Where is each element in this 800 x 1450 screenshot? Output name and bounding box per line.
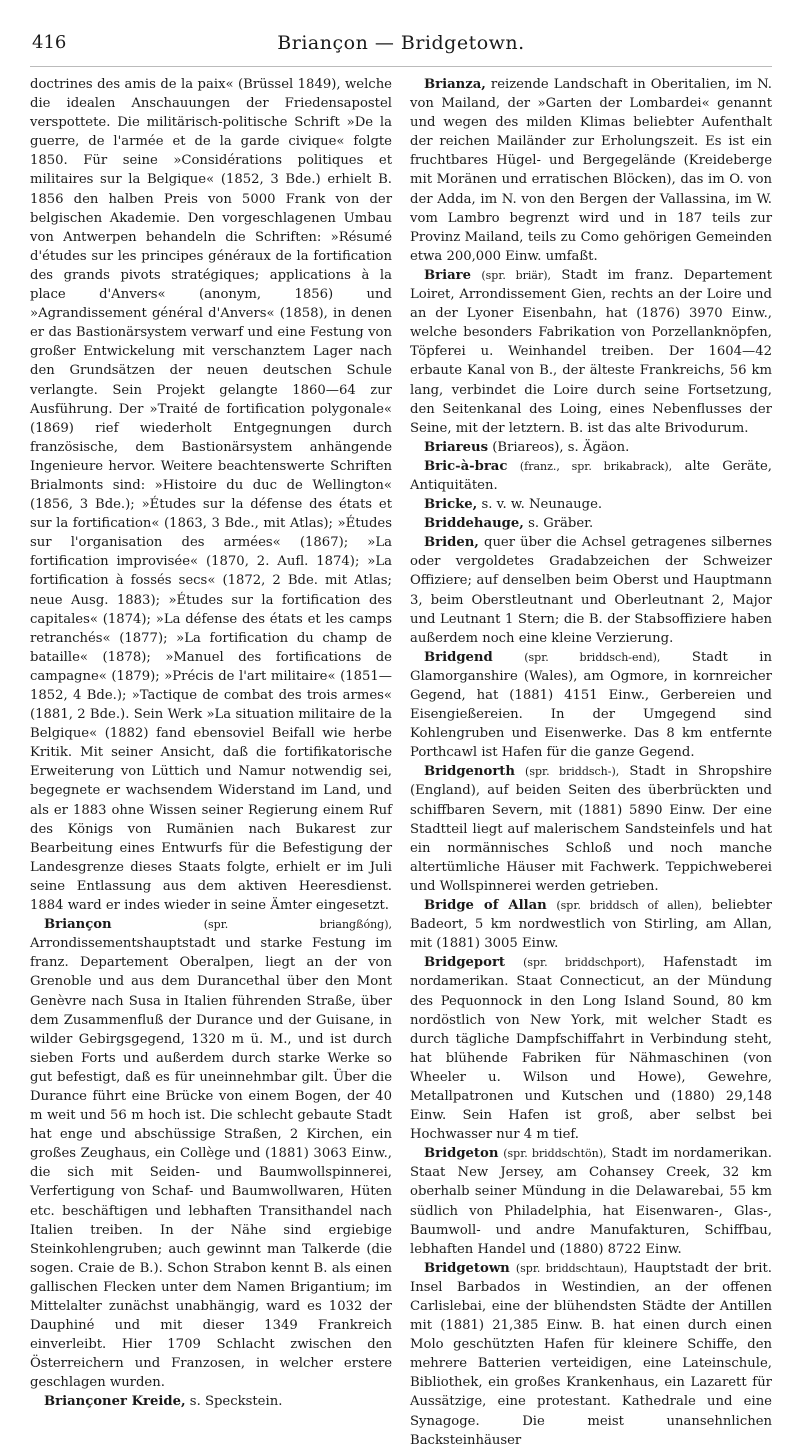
entry-pronunciation: (spr. briddsch of allen), — [556, 899, 703, 913]
entry-headword: Bricke, — [424, 497, 478, 513]
entry-headword: Bric-à-brac — [424, 458, 508, 474]
entry-text: alte Geräte, Antiquitäten. — [410, 458, 773, 493]
entry-text: beliebter Badeort, 5 km nordwestlich von Stirling, am Allan, mit (1881) 3005 Einw. — [410, 898, 772, 952]
entry-text: Stadt im nordamerikan. Staat New Jersey, am Cohansey Creek, 32 km oberhalb seiner Mündung in die Delawarebai, 55 km südlich von Philadelphia, hat Eisenwaren-, Glas-, Baumwoll- und andre Manufakturen, Schiffbau, lebhaften Handel und (1880) 8722 Einw. — [410, 1146, 772, 1257]
entry-headword: Briareus — [424, 439, 488, 455]
running-title: Briançon — Bridgetown. — [277, 32, 525, 54]
dictionary-entry — [410, 514, 772, 533]
entry-headword: Briançon — [44, 917, 112, 933]
entry-headword: Bridgend — [424, 649, 493, 665]
entry-headword: Briden, — [424, 535, 479, 551]
dictionary-entry — [410, 1144, 772, 1259]
dictionary-entry — [410, 438, 772, 457]
dictionary-entry — [410, 953, 772, 1144]
entry-text: quer über die Achsel getragenes silbernes oder vergoldetes Gradabzeichen der Schweizer Offiziere; auf denselben beim Oberst und Hauptmann 3, beim Oberstleutnant und Oberleutnant 2, Major und Leutnant 1 Stern; die B. der Stabsoffiziere haben außerdem noch eine kleine Verzierung. — [410, 535, 772, 646]
entry-headword: Bridgetown — [424, 1260, 510, 1276]
entry-text: Stadt im franz. Departement Loiret, Arrondissement Gien, rechts an der Loire und an der Lyoner Eisenbahn, hat (1876) 3970 Einw., welche besonders Fabrikation von Porzellanknöpfen, Töpferei u. Weinhandel treiben. Der 1604—42 erbaute Kanal von B., der älteste Frankreichs, 56 km lang, verbindet die Loire durch seine Fortsetzung, den Seitenkanal des Loing, eines Nebenflusses der Seine, mit der letztern. B. ist das alte Brivodurum. — [410, 267, 772, 436]
dictionary-entry — [30, 915, 392, 1392]
entry-headword: Briançoner Kreide, — [44, 1394, 186, 1410]
text-columns — [30, 75, 772, 1450]
entry-headword: Briddehauge, — [424, 516, 524, 532]
dictionary-entry — [410, 896, 772, 953]
dictionary-entry — [410, 266, 772, 438]
entry-headword: Brianza, — [424, 77, 486, 92]
page-header — [30, 26, 772, 67]
entry-headword: Bridgeton — [424, 1146, 499, 1162]
entry-pronunciation: (spr. briär), — [481, 268, 551, 282]
entry-pronunciation: (spr. briangßóng), — [203, 918, 392, 932]
entry-text: Hauptstadt der brit. Insel Barbados in Westindien, an der offenen Carlislebai, eine der blühendsten Städte der Antillen mit (1881) 21,385 Einw. B. hat einen durch einen Molo geschützten Hafen für kleinere Schiffe, den mehrere Batterien verteidigen, eine Lateinschule, Bibliothek, ein großes Krankenhaus, ein Lazarett für Aussätzige, eine protestant. Kathedrale und eine Synagoge. Die meist unansehnlichen Backsteinhäuser — [410, 1260, 772, 1448]
dictionary-entry — [410, 648, 772, 763]
entry-text: Stadt in Glamorganshire (Wales), am Ogmore, in kornreicher Gegend, hat (1881) 4151 Einw., Gerbereien und Eisengießereien. In der Umgegend sind Kohlengruben und Eisenwerke. Das 8 km entfernte Porthcawl ist Hafen für die ganze Gegend. — [410, 649, 773, 761]
entry-pronunciation: (franz., spr. brikabrack), — [519, 459, 673, 473]
entry-text: Arrondissementshauptstadt und starke Festung im franz. Departement Oberalpen, liegt an der von Grenoble und aus dem Durancethal über den Mont Genèvre nach Susa in Italien führenden Straße, über dem Zusammenfluß der Durance und der Guisane, in wilder Gebirgsgegend, 1320 m ü. M., und ist durch sieben Forts und außerdem durch starke Werke so gut befestigt, daß es für uneinnehmbar gilt. Über die Durance führt eine Brücke von einem Bogen, der 40 m weit und 56 m hoch ist. Die schlecht gebaute Stadt hat enge und abschüssige Straßen, 2 Kirchen, ein großes Zeughaus, ein Collège und (1881) 3063 Einw., die sich mit Seiden- und Baumwollspinnerei, Verfertigung von Schaf- und Baumwollwaren, Hüten etc. beschäftigen und lebhaften Transithandel nach Italien treiben. In der Nähe sind ergiebige Steinkohlengruben; auch gewinnt man Talkerde (die sogen. Craie de B.). Schon Strabon kennt B. als einen gallischen Flecken unter dem Namen Brigantium; im Mittelalter zunächst unabhängig, ward es 1032 der Dauphiné und mit dieser 1349 Frankreich einverleibt. Hier 1709 Schlacht zwischen den Österreichern und Franzosen, in welcher erstere geschlagen wurden. — [30, 936, 392, 1391]
dictionary-entry — [410, 1259, 772, 1450]
entry-pronunciation: (spr. briddsch-end), — [524, 650, 661, 664]
entry-pronunciation: (spr. briddsch-), — [525, 765, 620, 779]
dictionary-entry — [30, 75, 392, 915]
entry-text: reizende Landschaft in Oberitalien, im N. von Mailand, der »Garten der Lombardei« genannt und wegen des milden Klimas beliebter Aufenthalt der reichen Mailänder zur Erholungszeit. Es ist ein fruchtbares Hügel- und Bergegelände (Kreideberge mit Moränen und erratischen Blöcken), das im O. von der Adda, im N. von den Bergen der Vallassina, im W. vom Lambro begrenzt wird und in 187 teils zur Provinz Mailand, teils zu Como gehörigen Gemeinden etwa 200,000 Einw. umfaßt. — [410, 77, 772, 264]
entry-pronunciation: (spr. briddschport), — [523, 956, 645, 970]
page-number: 416 — [32, 32, 67, 53]
dictionary-entry — [410, 495, 772, 514]
dictionary-entry — [410, 457, 772, 495]
entry-headword: Briare — [424, 267, 471, 283]
right-column — [410, 75, 772, 1450]
dictionary-entry — [30, 1392, 392, 1411]
entry-text: Stadt in Shropshire (England), auf beiden Seiten des überbrückten und schiffbaren Severn, mit (1881) 5890 Einw. Der eine Stadtteil liegt auf malerischem Sandsteinfels und hat ein normännisches Schloß und noch manche altertümliche Häuser mit Fachwerk. Teppichweberei und Wollspinnerei werden getrieben. — [410, 764, 772, 894]
entry-text: s. Speckstein. — [189, 1394, 283, 1410]
entry-text: Hafenstadt im nordamerikan. Staat Connecticut, an der Mündung des Pequonnock in den Long Island Sound, 80 km nordöstlich von New York, mit welcher Stadt es durch tägliche Dampfschiffahrt in Verbindung steht, hat blühende Fabriken für Nähmaschinen (von Wheeler u. Wilson und Howe), Gewehre, Metallpatronen und Kutschen und (1880) 29,148 Einw. Sein Hafen ist groß, aber selbst bei Hochwasser nur 4 m tief. — [410, 955, 772, 1143]
entry-text: s. Gräber. — [528, 516, 594, 532]
entry-pronunciation: (spr. briddschtön), — [503, 1147, 607, 1161]
entry-text: (Briareos), s. Ägäon. — [492, 439, 630, 455]
dictionary-entry — [410, 75, 772, 266]
entry-headword: Bridgenorth — [424, 764, 515, 780]
entry-headword: Bridgeport — [424, 955, 505, 971]
entry-text: doctrines des amis de la paix« (Brüssel 1849), welche die idealen Anschauungen der Friedensapostel verspottete. Die militärisch-politische Schrift »De la guerre, de l'armée et de la garde civique« folgte 1850. Für seine »Considérations politiques et militaires sur la Belgique« (1852, 3 Bde.) erhielt B. 1856 den halben Preis von 5000 Frank von der belgischen Akademie. Den vorgeschlagenen Umbau von Antwerpen behandeln die Schriften: »Résumé d'études sur les principes généraux de la fortification des grands pivots stratégiques; applications à la place d'Anvers« (anonym, 1856) und »Agrandissement général d'Anvers« (1858), in denen er das Bastionärsystem verwarf und eine Festung von großer Entwickelung mit verschanztem Lager nach den Grundsätzen der neuen deutschen Schule verlangte. Sein Projekt gelangte 1860—64 zur Ausführung. Der »Traité de fortification polygonale« (1869) rief wiederholt Entgegnungen durch französische, dem Bastionärsystem anhängende Ingenieure hervor. Weitere beachtenswerte Schriften Brialmonts sind: »Histoire du duc de Wellington« (1856, 3 Bde.); »Études sur la défense des états et sur la fortification« (1863, 3 Bde., mit Atlas); »Études sur l'organisation des armées« (1867); »La fortification improvisée« (1870, 2. Aufl. 1874); »La fortification à fossés secs« (1872, 2 Bde. mit Atlas; neue Ausg. 1883); »Études sur la fortification des capitales« (1874); »La défense des états et les camps retranchés« (1877); »La fortification du champ de bataille« (1878); »Manuel des fortifications de campagne« (1879); »Précis de l'art militaire« (1851—1852, 4 Bde.); »Tactique de combat des trois armes« (1881, 2 Bde.). Sein Werk »La situation militaire de la Belgique« (1882) fand ebensoviel Beifall wie herbe Kritik. Mit seiner Ansicht, daß die fortifikatorische Erweiterung von Lüttich und Namur notwendig sei, begegnete er wachsendem Widerstand im Land, und als er 1883 ohne Wissen seiner Regierung einem Ruf des Königs von Rumänien nach Bukarest zur Bearbeitung eines Entwurfs für die Befestigung der Landesgrenze dieses Staats folgte, erhielt er im Juli seine Entlassung aus dem aktiven Heeresdienst. 1884 ward er indes wieder in seine Ämter eingesetzt. — [30, 77, 392, 914]
dictionary-entry — [410, 533, 772, 648]
entry-text: s. v. w. Neunauge. — [481, 497, 603, 513]
entry-headword: Bridge of Allan — [424, 898, 547, 914]
left-column — [30, 75, 392, 1450]
entry-pronunciation: (spr. briddschtaun), — [515, 1261, 628, 1275]
dictionary-entry — [410, 762, 772, 896]
